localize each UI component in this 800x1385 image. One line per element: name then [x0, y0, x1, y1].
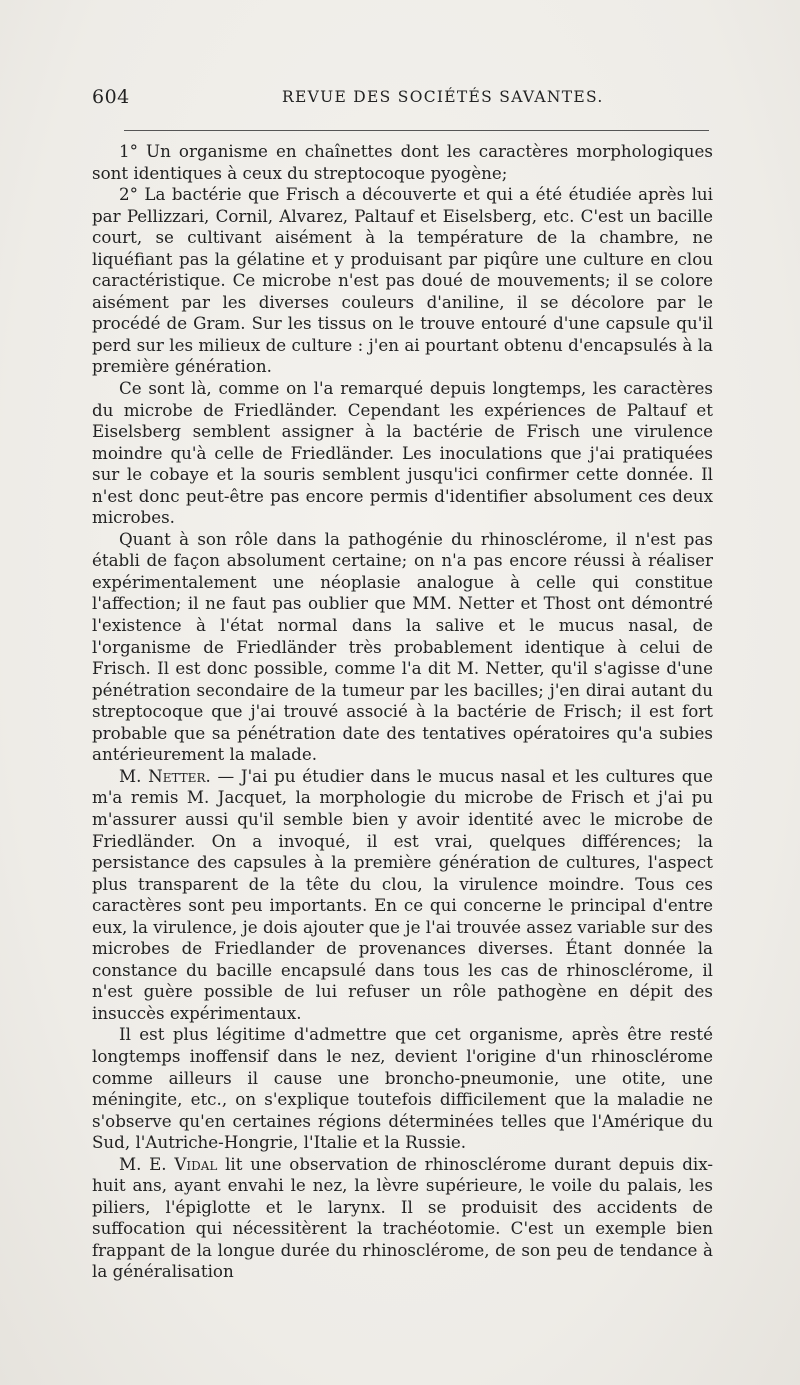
running-title: REVUE DES SOCIÉTÉS SAVANTES.: [282, 88, 604, 106]
paragraph-organism-chains: 1° Un organisme en chaînettes dont les caractères morphologiques sont identiques à ceux du streptocoque pyogène;: [92, 141, 713, 183]
paragraph-pathogenesis: Quant à son rôle dans la pathogénie du rhinosclérome, il n'est pas établi de façon absolument certaine; on n'a pas encore réussi à réaliser expérimentalement une néoplasie analogue à celle qui constitue l'affection; il ne faut pas oublier que MM. Netter et Thost ont démontré l'existence à l'état normal dans la salive et le mucus nasal, de l'organisme de Friedländer très probablement identique à celui de Frisch. Il est donc possible, comme l'a dit M. Netter, qu'il s'agisse d'une pénétration secondaire de la tumeur par les bacilles; j'en dirai autant du streptocoque que j'ai trouvé associé à la bactérie de Frisch; il est fort probable que sa pénétration date des tentatives opératoires qu'a subies antérieurement la malade.: [92, 528, 713, 765]
paragraph-friedlander-characteristics: Ce sont là, comme on l'a remarqué depuis longtemps, les caractères du microbe de Friedländer. Cependant les expériences de Paltauf et Eiselsberg semblent assigner à la bactérie de Frisch une virulence moindre qu'à celle de Friedländer. Les inoculations que j'ai pratiquées sur le cobaye et la souris semblent jusqu'ici confirmer cette donnée. Il n'est donc peut-être pas encore permis d'identifier absolument ces deux microbes.: [92, 378, 713, 528]
vidal-observation-text: lit une observation de rhinosclérome durant depuis dix-huit ans, ayant envahi le nez, la lèvre supérieure, le voile du palais, les piliers, l'épiglotte et le larynx. Il se produisit des accidents de suffocation qui nécessitèrent la trachéotomie. C'est un exemple bien frappant de la longue durée du rhinosclérome, de son peu de tendance à la généralisation: [92, 1153, 713, 1282]
paragraph-frisch-bacterium: 2° La bactérie que Frisch a découverte et qui a été étudiée après lui par Pellizzari, Cornil, Alvarez, Paltauf et Eiselsberg, etc. C'est un bacille court, se cultivant aisément à la température de la chambre, ne liquéfiant pas la gélatine et y produisant par piqûre une culture en clou caractéristique. Ce microbe n'est pas doué de mouvements; il se colore aisément par les diverses couleurs d'aniline, il se décolore par le procédé de Gram. Sur les tissus on le trouve entouré d'une capsule qu'il perd sur les milieux de culture : j'en ai pourtant obtenu d'encapsulés à la première génération.: [92, 184, 713, 377]
paragraph-vidal-observation: [92, 1154, 713, 1283]
paragraph-netter-remarks: [92, 766, 713, 1025]
body-text: [92, 141, 713, 1283]
running-header: [92, 86, 709, 116]
speaker-netter: M. Netter.: [119, 765, 211, 786]
netter-remarks-text: — J'ai pu étudier dans le mucus nasal et les cultures que m'a remis M. Jacquet, la morphologie du microbe de Frisch et j'ai pu m'assurer aussi qu'il semble bien y avoir identité avec le microbe de Friedländer. On a invoqué, il est vrai, quelques différences; la persistance des capsules à la première génération de cultures, l'aspect plus transparent de la tête du clou, la virulence moindre. Tous ces caractères sont peu importants. En ce qui concerne le principal d'entre eux, la virulence, je dois ajouter que je l'ai trouvée assez variable sur des microbes de Friedlander de provenances diverses. Étant donnée la constance du bacille encapsulé dans tous les cas de rhinosclérome, il n'est guère possible de lui refuser un rôle pathogène en dépit des insuccès expérimentaux.: [92, 765, 713, 1023]
speaker-vidal: M. E. Vidal: [119, 1153, 218, 1174]
header-rule: [124, 130, 709, 131]
page-number: 604: [92, 86, 130, 108]
paragraph-legitimate-admission: Il est plus légitime d'admettre que cet organisme, après être resté longtemps inoffensif dans le nez, devient l'origine d'un rhinosclérome comme ailleurs il cause une broncho-pneumonie, une otite, une méningite, etc., on s'explique toutefois difficilement que la maladie ne s'observe qu'en certaines régions déterminées telles que l'Amérique du Sud, l'Autriche-Hongrie, l'Italie et la Russie.: [92, 1024, 713, 1153]
